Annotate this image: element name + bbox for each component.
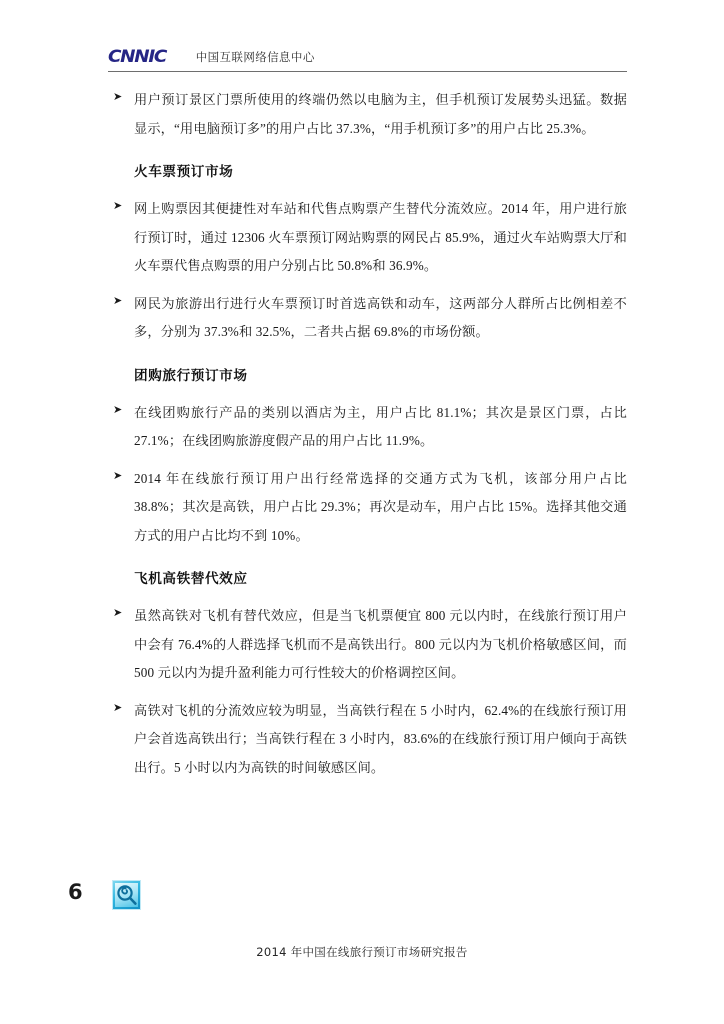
bullet-arrow-icon: ➤ bbox=[113, 293, 123, 307]
section-heading: 团购旅行预订市场 bbox=[134, 367, 248, 384]
bullet-item bbox=[113, 290, 627, 347]
bullet-text: 网上购票因其便捷性对车站和代售点购票产生替代分流效应。2014 年，用户进行旅行预订时，通过 12306 火车票预订网站购票的网民占 85.9%，通过火车站购票大厅和火车票代售点购票的用户分别占比 50.8%和 36.9%。 bbox=[134, 201, 627, 273]
bullet-item bbox=[113, 602, 627, 688]
bullet-text: 网民为旅游出行进行火车票预订时首选高铁和动车，这两部分人群所占比例相差不多，分别为 37.3%和 32.5%，二者共占据 69.8%的市场份额。 bbox=[134, 295, 627, 339]
document-content bbox=[113, 86, 627, 791]
magnifier-logo-icon bbox=[112, 880, 141, 910]
footer-title: 2014 年中国在线旅行预订市场研究报告 bbox=[256, 945, 468, 959]
bullet-arrow-icon: ➤ bbox=[113, 199, 123, 212]
bullet-text: 2014 年在线旅行预订用户出行经常选择的交通方式为飞机，该部分用户占比 38.8%；其次是高铁，用户占比 29.3%；再次是动车，用户占比 15%。选择其他交通方式的用户占比均不到 10%。 bbox=[134, 470, 627, 543]
magnifier-glyph bbox=[112, 880, 141, 910]
page-header bbox=[108, 44, 628, 70]
bullet-item bbox=[113, 86, 627, 143]
bullet-text: 在线团购旅行产品的类别以酒店为主，用户占比 81.1%；其次是景区门票，占比 27.1%；在线团购旅游度假产品的用户占比 11.9%。 bbox=[134, 404, 627, 448]
bullet-text: 高铁对飞机的分流效应较为明显，当高铁行程在 5 小时内，62.4%的在线旅行预订用户会首选高铁出行；当高铁行程在 3 小时内，83.6%的在线旅行预订用户倾向于高铁出行。5 小时以内为高铁的时间敏感区间。 bbox=[134, 702, 627, 775]
section-heading: 飞机高铁替代效应 bbox=[134, 571, 248, 587]
bullet-text: 虽然高铁对飞机有替代效应，但是当飞机票便宜 800 元以内时，在线旅行预订用户中会有 76.4%的人群选择飞机而不是高铁出行。800 元以内为飞机价格敏感区间，而 500 元以内为提升盈利能力可行性较大的价格调控区间。 bbox=[134, 608, 627, 680]
bullet-arrow-icon: ➤ bbox=[113, 606, 123, 619]
bullet-item bbox=[113, 399, 627, 456]
bullet-arrow-icon: ➤ bbox=[113, 90, 123, 103]
bullet-arrow-icon: ➤ bbox=[113, 700, 123, 714]
page-number: 6 bbox=[68, 880, 83, 904]
header-title: 中国互联网络信息中心 bbox=[195, 50, 315, 64]
section-heading: 火车票预订市场 bbox=[134, 164, 234, 180]
cnnic-logo: CNNIC bbox=[108, 46, 167, 67]
bullet-item bbox=[113, 465, 627, 551]
bullet-arrow-icon: ➤ bbox=[113, 402, 123, 416]
bullet-item bbox=[113, 697, 627, 783]
bullet-text: 用户预订景区门票所使用的终端仍然以电脑为主，但手机预订发展势头迅猛。数据显示，“用电脑预订多”的用户占比 37.3%，“用手机预订多”的用户占比 25.3%。 bbox=[134, 92, 627, 136]
header-divider bbox=[108, 71, 627, 72]
bullet-item bbox=[113, 195, 627, 281]
bullet-arrow-icon: ➤ bbox=[113, 468, 123, 482]
